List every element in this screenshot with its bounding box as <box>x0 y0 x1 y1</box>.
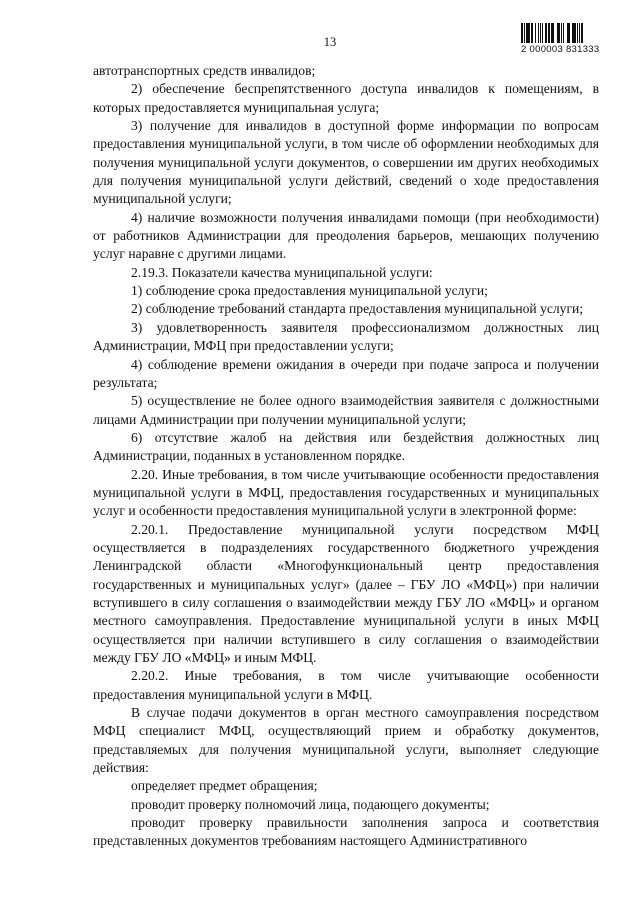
paragraph-p4: 4) наличие возможности получения инвалидами помощи (при необходимости) от работников Администрации для преодоления барьеров, мешающих получению услуг наравне с другими лицами. <box>93 209 599 262</box>
barcode <box>521 23 601 55</box>
paragraph-s2193: 2.19.3. Показатели качества муниципальной услуги: <box>131 264 433 280</box>
paragraph-q4: 4) соблюдение времени ожидания в очереди при подаче запроса и получении результата; <box>93 356 599 390</box>
barcode-number: 2 000003 831333 <box>521 44 600 55</box>
paragraph-s2201: 2.20.1. Предоставление муниципальной услуги посредством МФЦ осуществляется в подразделениях государственного бюджетного учреждения Ленинградской области «Многофункциональный центр предоставления государственных и муниципальных услуг» (далее – ГБУ ЛО «МФЦ») при наличии вступившего в силу соглашения о взаимодействии между ГБУ ЛО «МФЦ» и органом местного самоуправления. Предоставление муниципальной услуги в иных МФЦ осуществляется при наличии вступившего в силу соглашения о взаимодействии между ГБУ ЛО «МФЦ» и иным МФЦ. <box>93 521 599 665</box>
page-number: 13 <box>323 35 337 49</box>
paragraph-case: В случае подачи документов в орган местного самоуправления посредством МФЦ специалист МФЦ, осуществляющий прием и обработку документов, представляемых для получения муниципальной услуги, выполняет следующие действия: <box>93 705 599 776</box>
paragraph-a2: проводит проверку полномочий лица, подающего документы; <box>131 796 490 812</box>
paragraph-a3: проводит проверку правильности заполнения запроса и соответствия представленных документов требованиям настоящего Административного <box>93 815 599 849</box>
document-body <box>93 62 599 851</box>
paragraph-cont: автотранспортных средств инвалидов; <box>93 63 316 78</box>
paragraph-q6: 6) отсутствие жалоб на действия или бездействия должностных лиц Администрации, поданных в установленном порядке. <box>93 429 599 464</box>
paragraph-p2: 2) обеспечение беспрепятственного доступа инвалидов к помещениям, в которых предоставляется муниципальная услуга; <box>93 81 599 115</box>
paragraph-q1: 1) соблюдение срока предоставления муниципальной услуги; <box>131 283 488 299</box>
paragraph-q2: 2) соблюдение требований стандарта предоставления муниципальной услуги; <box>131 301 584 317</box>
paragraph-q5: 5) осуществление не более одного взаимодействия заявителя с должностными лицами Администрации при получении муниципальной услуги; <box>93 393 599 427</box>
barcode-bars <box>521 23 601 43</box>
paragraph-q3: 3) удовлетворенность заявителя профессионализмом должностных лиц Администрации, МФЦ при предоставлении услуги; <box>93 319 599 354</box>
paragraph-p3: 3) получение для инвалидов в доступной форме информации по вопросам предоставления муниципальной услуги, в том числе об оформлении необходимых для получения муниципальной услуги документов, о совершении им других необходимых для получения муниципальной услуги действий, сведений о ходе предоставления муниципальной услуги; <box>93 118 599 207</box>
paragraph-s2202: 2.20.2. Иные требования, в том числе учитывающие особенности предоставления муниципальной услуги в МФЦ. <box>93 668 599 702</box>
paragraph-s220: 2.20. Иные требования, в том числе учитывающие особенности предоставления муниципальной услуги в МФЦ, предоставления государственных и муниципальных услуг и особенности предоставления муниципальной услуги в электронной форме: <box>93 466 599 519</box>
paragraph-a1: определяет предмет обращения; <box>131 778 318 794</box>
